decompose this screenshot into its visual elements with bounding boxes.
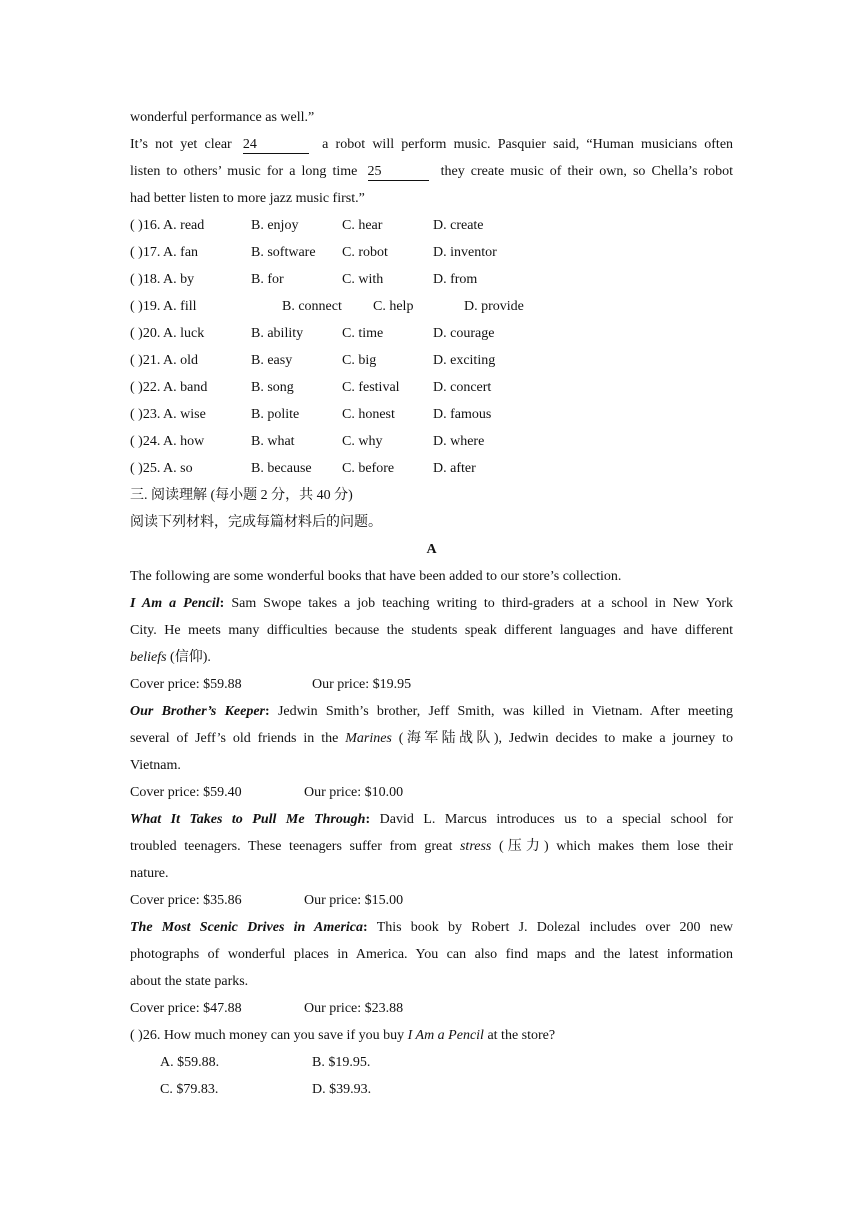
- italic-term: Marines: [345, 731, 392, 746]
- blank-24: 24: [243, 137, 309, 154]
- book-desc: troubled teenagers. These teenagers suffer from great: [130, 839, 460, 854]
- question-stem: ( )20. A. luck: [130, 326, 205, 341]
- answer-options-row: [130, 1049, 733, 1076]
- option-c: C. help: [373, 299, 414, 314]
- our-price: Our price: $15.00: [304, 893, 404, 908]
- book-desc-line: City. He meets many difficulties because the students speak different languages and have different: [130, 623, 733, 638]
- italic-term: beliefs: [130, 650, 167, 665]
- cloze-question: [130, 428, 733, 455]
- option-c: C. robot: [342, 245, 388, 260]
- cloze-question: [130, 455, 733, 482]
- cover-price: Cover price: $35.86: [130, 893, 242, 908]
- option-b: B. ability: [251, 326, 304, 341]
- price-line: [130, 779, 733, 806]
- option-a: A. $59.88.: [160, 1055, 220, 1070]
- cloze-question: [130, 266, 733, 293]
- option-b: B. what: [251, 434, 295, 449]
- reading-question: [130, 1022, 733, 1049]
- option-d: D. famous: [433, 407, 492, 422]
- book-desc: Jedwin Smith’s brother, Jeff Smith, was killed in Vietnam. After meeting: [277, 704, 734, 719]
- question-stem: ( )23. A. wise: [130, 407, 206, 422]
- option-d: D. create: [433, 218, 484, 233]
- option-d: D. concert: [433, 380, 492, 395]
- book-desc: (信仰).: [166, 650, 211, 665]
- book-title: What It Takes to Pull Me Through: [130, 812, 366, 827]
- book-desc-line: [130, 644, 733, 671]
- passage-text: listen to others’ music for a long time: [130, 164, 358, 179]
- price-line: [130, 671, 733, 698]
- option-d: D. where: [433, 434, 485, 449]
- book-title: I Am a Pencil: [130, 596, 220, 611]
- question-stem: ( )24. A. how: [130, 434, 205, 449]
- option-c: C. with: [342, 272, 384, 287]
- option-d: D. from: [433, 272, 478, 287]
- passage-text: It’s not yet clear: [130, 137, 232, 152]
- question-stem: ( )18. A. by: [130, 272, 195, 287]
- book-entry-line: The Most Scenic Drives in America: This book by Robert J. Dolezal includes over 200 new: [130, 920, 734, 935]
- cloze-question: [130, 347, 733, 374]
- answer-options-row: [130, 1076, 733, 1103]
- question-stem: ( )26. How much money can you save if you buy: [130, 1028, 408, 1043]
- book-desc-line: Vietnam.: [130, 758, 181, 773]
- book-desc: This book by Robert J. Dolezal includes over 200 new: [376, 920, 734, 935]
- option-b: B. polite: [251, 407, 300, 422]
- book-desc-line: about the state parks.: [130, 974, 249, 989]
- option-c: C. before: [342, 461, 395, 476]
- italic-term: stress: [459, 839, 492, 854]
- book-title: Our Brother’s Keeper: [130, 704, 265, 719]
- question-stem: ( )22. A. band: [130, 380, 208, 395]
- cloze-question: [130, 293, 733, 320]
- question-stem: ( )19. A. fill: [130, 299, 197, 314]
- book-title: The Most Scenic Drives in America: [130, 920, 364, 935]
- passage-line: [130, 131, 733, 158]
- option-c: C. hear: [342, 218, 383, 233]
- option-b: B. because: [251, 461, 312, 476]
- option-b: B. connect: [282, 299, 342, 314]
- book-desc-line: [130, 725, 733, 752]
- option-d: D. inventor: [433, 245, 497, 260]
- option-c: C. honest: [342, 407, 395, 422]
- question-stem: ( )16. A. read: [130, 218, 205, 233]
- book-entry-line: Our Brother’s Keeper: Jedwin Smith’s brother, Jeff Smith, was killed in Vietnam. After meeting: [130, 704, 734, 719]
- option-b: B. enjoy: [251, 218, 299, 233]
- question-stem: ( )25. A. so: [130, 461, 193, 476]
- our-price: Our price: $10.00: [304, 785, 404, 800]
- option-d: D. provide: [464, 299, 524, 314]
- option-b: B. song: [251, 380, 294, 395]
- cloze-question: [130, 212, 733, 239]
- cloze-question: [130, 401, 733, 428]
- passage-line: [130, 158, 733, 185]
- price-line: [130, 887, 733, 914]
- book-entry-line: I Am a Pencil: Sam Swope takes a job teaching writing to third-graders at a school in New York: [130, 596, 734, 611]
- document-page: [130, 104, 733, 1103]
- book-desc: David L. Marcus introduces us to a special school for: [379, 812, 734, 827]
- passage-line: had better listen to more jazz music first.”: [130, 191, 365, 206]
- passage-label: A: [426, 542, 437, 557]
- cover-price: Cover price: $59.40: [130, 785, 242, 800]
- section-instruction: 阅读下列材料，完成每篇材料后的问题。: [130, 515, 382, 530]
- cloze-question: [130, 239, 733, 266]
- option-d: D. courage: [433, 326, 495, 341]
- cover-price: Cover price: $47.88: [130, 1001, 242, 1016]
- option-d: D. $39.93.: [312, 1082, 372, 1097]
- option-b: B. software: [251, 245, 316, 260]
- cloze-question: [130, 320, 733, 347]
- italic-term: I Am a Pencil: [407, 1028, 484, 1043]
- question-stem: ( )17. A. fan: [130, 245, 199, 260]
- option-c: C. big: [342, 353, 377, 368]
- book-desc: (压力) which makes them lose their: [491, 839, 733, 854]
- option-c: C. $79.83.: [160, 1082, 219, 1097]
- option-d: D. after: [433, 461, 476, 476]
- option-c: C. time: [342, 326, 384, 341]
- cloze-question: [130, 374, 733, 401]
- passage-line: wonderful performance as well.”: [130, 110, 315, 125]
- book-desc: Sam Swope takes a job teaching writing to third-graders at a school in New York: [231, 596, 734, 611]
- book-entry-line: What It Takes to Pull Me Through: David L. Marcus introduces us to a special school for: [130, 812, 734, 827]
- question-stem: ( )21. A. old: [130, 353, 199, 368]
- question-stem: at the store?: [483, 1028, 556, 1043]
- price-line: [130, 995, 733, 1022]
- cover-price: Cover price: $59.88: [130, 677, 242, 692]
- option-b: B. easy: [251, 353, 293, 368]
- our-price: Our price: $23.88: [304, 1001, 404, 1016]
- section-heading: 三. 阅读理解 (每小题 2 分，共 40 分): [130, 488, 353, 503]
- our-price: Our price: $19.95: [312, 677, 412, 692]
- book-desc: (海军陆战队), Jedwin decides to make a journey to: [391, 731, 734, 746]
- option-b: B. for: [251, 272, 284, 287]
- book-desc: several of Jeff’s old friends in the: [130, 731, 346, 746]
- passage-text: a robot will perform music. Pasquier said, “Human musicians often: [322, 137, 734, 152]
- blank-25: 25: [368, 164, 429, 181]
- book-desc-line: [130, 833, 733, 860]
- option-c: C. festival: [342, 380, 400, 395]
- option-d: D. exciting: [433, 353, 496, 368]
- passage-intro: The following are some wonderful books that have been added to our store’s collection.: [130, 569, 622, 584]
- passage-text: they create music of their own, so Chella’s robot: [440, 164, 734, 179]
- option-c: C. why: [342, 434, 383, 449]
- book-desc-line: nature.: [130, 866, 169, 881]
- book-desc-line: photographs of wonderful places in America. You can also find maps and the latest information: [130, 947, 733, 962]
- option-b: B. $19.95.: [312, 1055, 371, 1070]
